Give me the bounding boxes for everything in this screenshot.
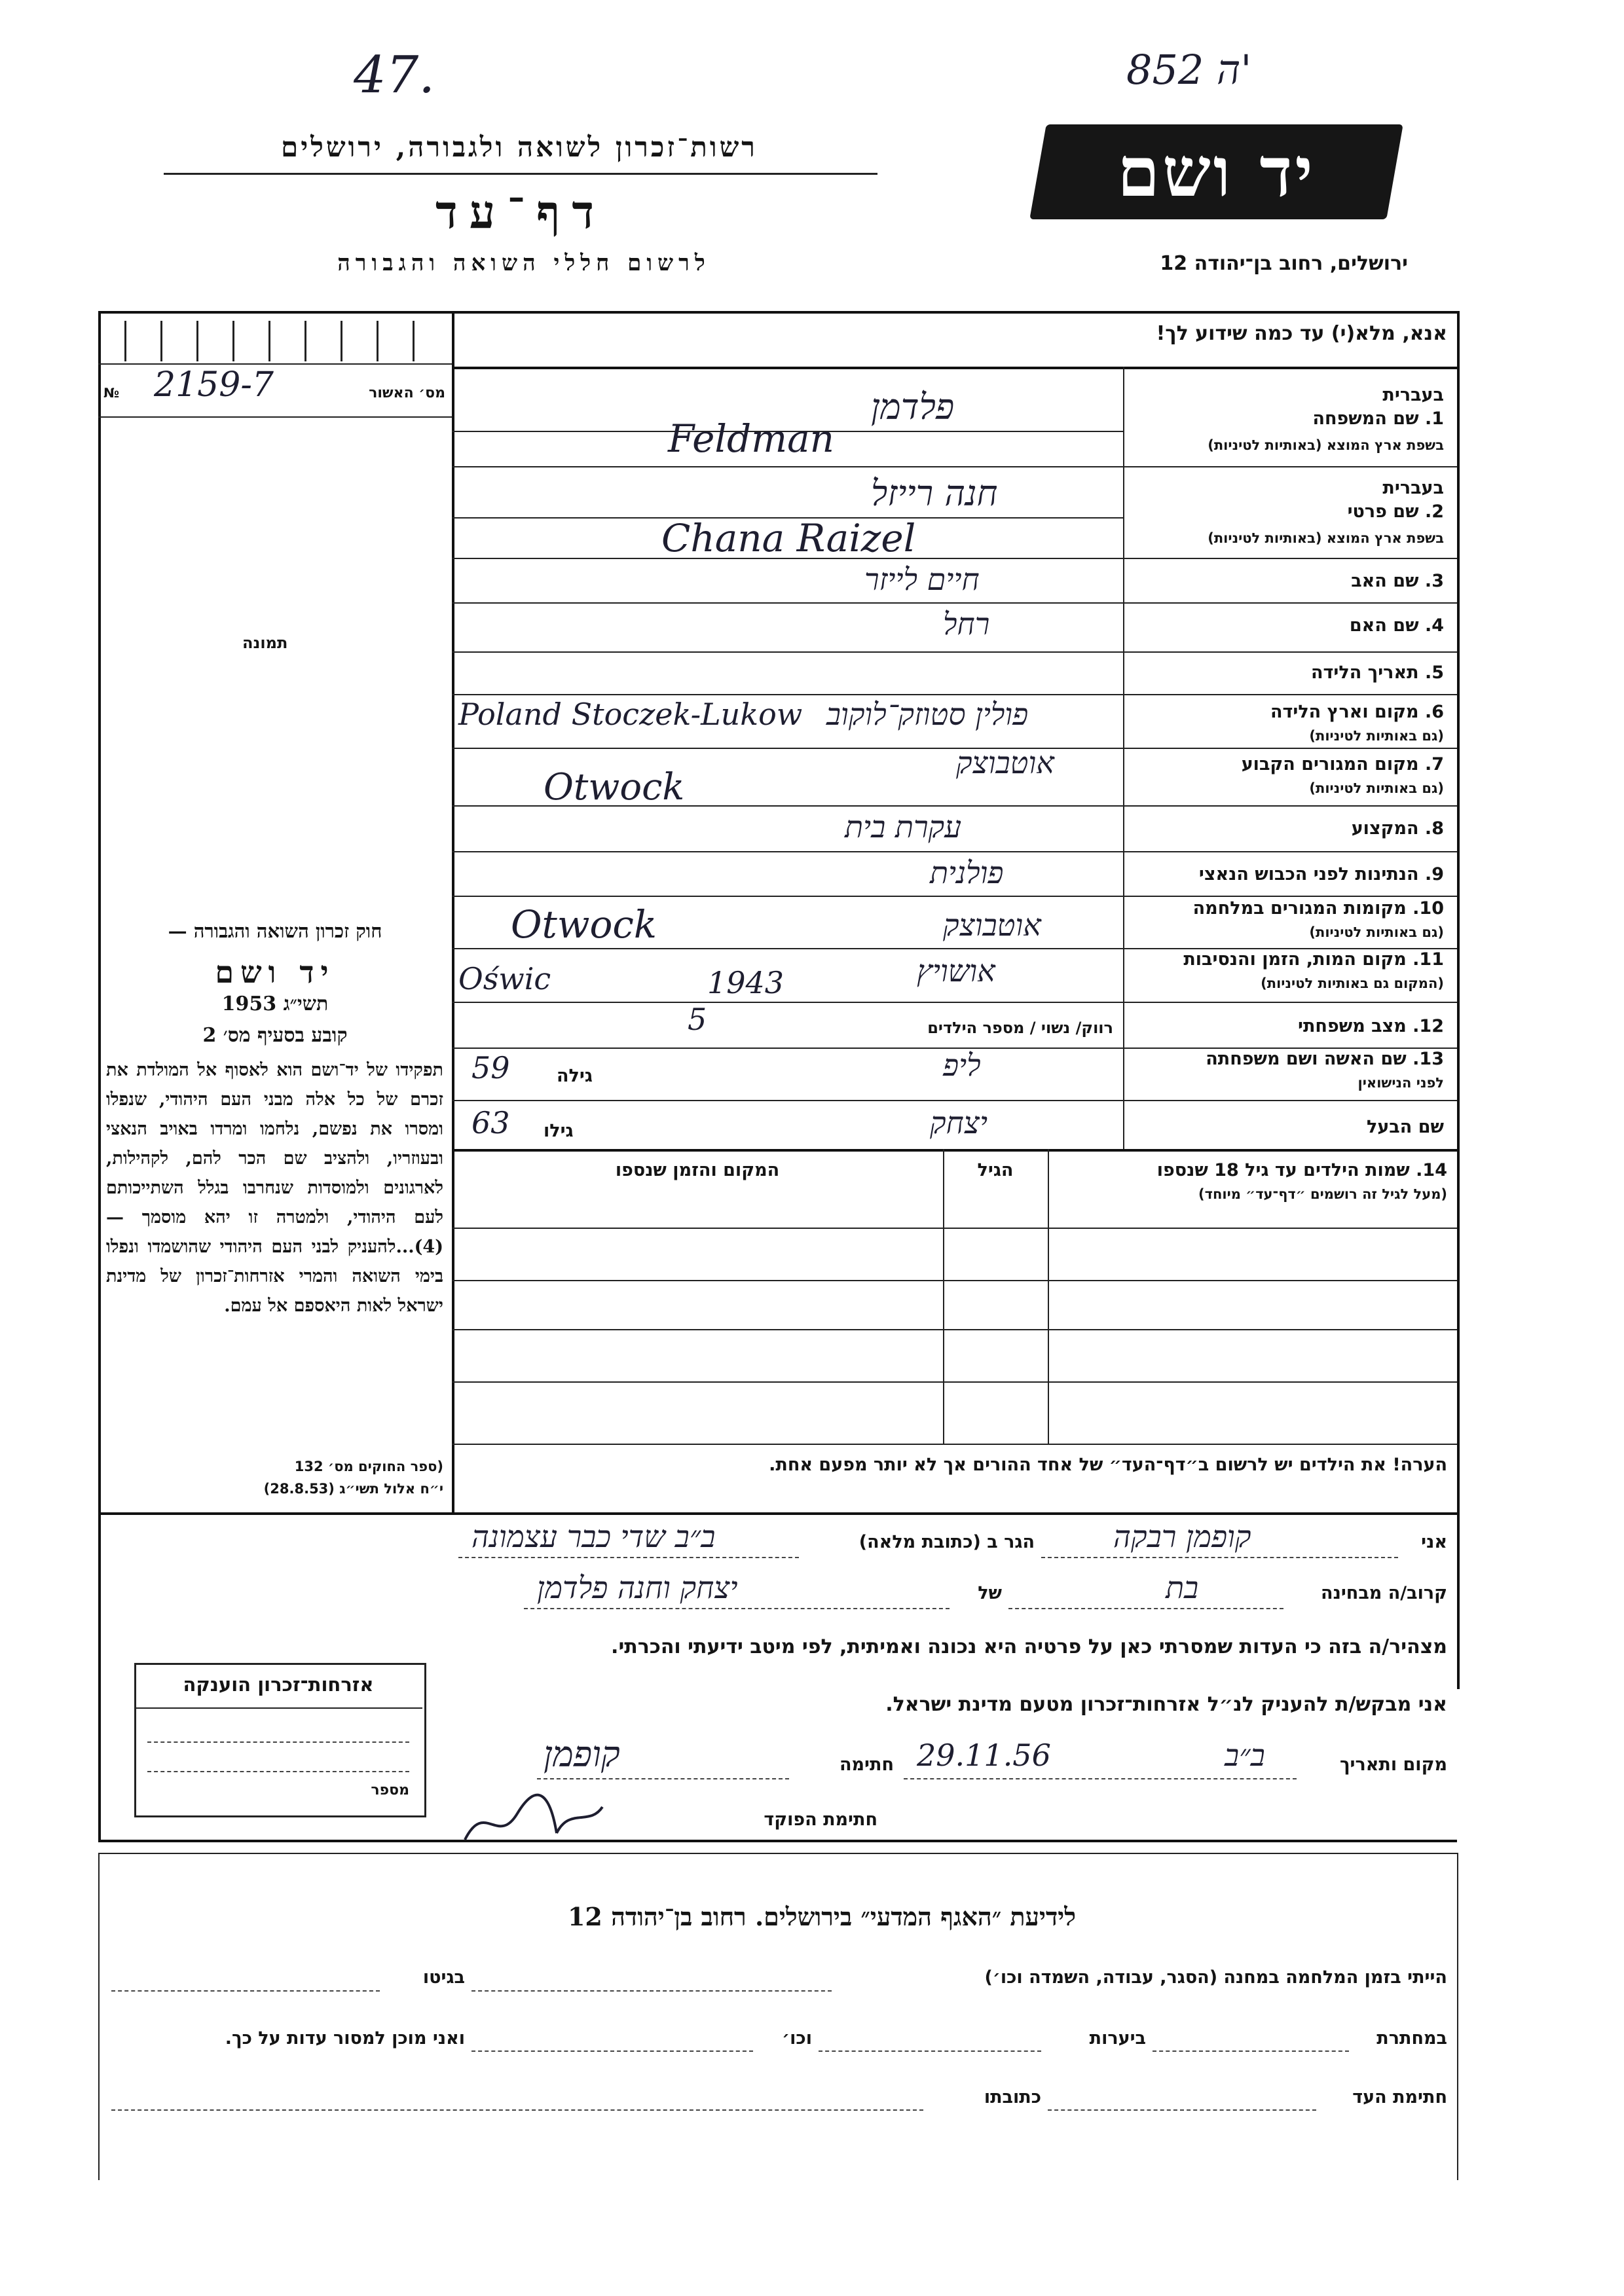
address: ירושלים, רחוב בן־יהודה 12 [1160, 252, 1408, 275]
label-birth-place: 6. מקום וארץ הלידה [1270, 702, 1444, 722]
value-father-name: חיים לייזר [864, 562, 980, 597]
value-nationality: פולנית [930, 855, 1004, 890]
bottom-witness-signature: חתימת העד [1352, 2087, 1447, 2107]
declarant-name: קופמן רבקה [1113, 1519, 1251, 1554]
label-first-name: 2. שם פרטי [1347, 501, 1444, 522]
handwritten-file-number: 852 ‎ה' [1126, 46, 1252, 94]
law-year: 1953 [221, 993, 277, 1015]
law-year-line [105, 993, 445, 1015]
value-wife-age: 59 [471, 1050, 510, 1085]
value-family-name-latin: Feldman [668, 416, 835, 461]
law-clause: קובע בסעיף מס׳ 2 [202, 1024, 348, 1047]
value-mother-name: רחל [943, 606, 990, 642]
value-husband-age: 63 [471, 1105, 510, 1140]
tag-hebrew-1: בעברית [1382, 385, 1444, 405]
value-birth-place-latin: Poland Stoczek-Lukow [458, 697, 803, 732]
label-husband-name: שם הבעל [1366, 1117, 1444, 1137]
label-residence-sub: (גם באותיות לטיניות) [1309, 780, 1444, 796]
officer-signature-label: חתימת הפוקד [764, 1810, 877, 1830]
label-death-place: 11. מקום המות, הזמן והנסיבות [1183, 949, 1444, 970]
label-husband-age: גילו [544, 1121, 574, 1141]
value-war-residence: אוטבוצק [943, 907, 1041, 943]
label-first-name-sub: בשפת ארץ המוצא (באותיות לטיניות) [1208, 530, 1444, 546]
value-death-year: 1943 [707, 965, 784, 1000]
label-birth-place-sub: (גם באותיות לטיניות) [1309, 728, 1444, 744]
bottom-line2-underground: במחתרת [1376, 2028, 1447, 2049]
label-mother-name: 4. שם האם [1349, 615, 1444, 636]
law-text: תפקידו של יד־ושם הוא לאסוף אל המולדת את זכרם של כל אלה מבני העם היהודי, שנפלו ומסרו את נפשם, נלחמו ומרדו באויב הנאצי ובעוזריו, ולהציב שם הכר להם, לקהילות, לארגונים ולמוסדות שנחרבו בגלל השתייכותם לעם היהודי, ולמטרה זו יהא מוסמך — (4)...להעניק לבני העם היהודי שהושמדו ונפלו בימי השואה והמרי אזרחות־זכרון של מדינת ישראל לאות היאספם אל עמם. [106, 1060, 443, 1316]
date-value: 29.11.56 [917, 1738, 1051, 1773]
value-residence: אוטבוצק [956, 745, 1054, 780]
label-war-residence: 10. מקומות המגורים במלחמה [1192, 898, 1444, 919]
value-children-count: 5 [688, 1002, 707, 1037]
value-husband-name: יצחק [930, 1105, 988, 1140]
declaration-statement: מצהיר/ה בזה כי העדות שמסרתי כאן על פרטיה היא נכונה ואמיתית, לפי מיטב ידיעתי והכרתי. [611, 1635, 1447, 1658]
label-birth-date: 5. תאריך הלידה [1310, 663, 1444, 683]
value-first-name: חנה רייזל [871, 473, 998, 514]
approval-number-prefix: № [103, 385, 120, 401]
of-label: של [978, 1583, 1002, 1603]
declarant-label: אני [1421, 1532, 1447, 1552]
form-title: דף־עד [435, 185, 606, 239]
place-value: ב״ב [1225, 1738, 1265, 1773]
label-wife-name: 13. שם האשה ושם משפחתה [1206, 1049, 1444, 1069]
col-child-place: המקום והזמן שנספו [615, 1160, 780, 1180]
citizenship-number-label: מספר [371, 1782, 409, 1798]
marital-status-options: רווק/ נשוי / מספר הילדים [927, 1019, 1113, 1037]
bottom-line2-testimony: ואני מוכן למסור עדות על כך. [225, 2028, 465, 2049]
label-marital-status: 12. מצב משפחתי [1298, 1016, 1444, 1036]
value-wife-name: ליפ [943, 1048, 981, 1083]
bottom-line1-ghetto: בגיטו [422, 1967, 465, 1988]
gazette-reference: (ספר החוקים מס׳ 132 [294, 1459, 443, 1474]
yad-vashem-logo: יד ושם [1029, 124, 1403, 219]
bottom-witness-address: כתובתו [984, 2087, 1041, 2107]
relation-label: קרוב/ה מבחינה [1321, 1583, 1447, 1603]
law-title: חוק זכרון השואה והגבורה — [168, 920, 382, 942]
of-value: יצחק וחנה פלדמן [537, 1570, 738, 1605]
value-death-place-latin: Oświc [458, 961, 551, 996]
law-name: יד ושם [215, 955, 335, 990]
tag-hebrew-2: בעברית [1382, 478, 1444, 498]
value-war-residence-latin: Otwock [511, 902, 657, 947]
label-wife-age: גילה [557, 1066, 593, 1086]
form-instruction: אנא, מלא(י) עד כמה שידוע לך! [1156, 322, 1447, 345]
form-subtitle: לרשום חללי השואה והגבורה [337, 250, 710, 276]
col-child-age: הגיל [977, 1160, 1014, 1180]
label-residence: 7. מקום המגורים הקבוע [1241, 754, 1444, 774]
approval-number-label: מס׳ האשור [369, 385, 445, 401]
children-note: הערה! את הילדים יש לרשום ב״דף־העד״ של אחד ההורים אך לא יותר מפעם אחת. [769, 1455, 1447, 1475]
authority-name: רשות־זכרון לשואה ולגבורה, ירושלים [281, 131, 758, 163]
value-birth-place: פולין סטוזק־לוקוב [826, 697, 1029, 732]
label-family-name: 1. שם המשפחה [1312, 409, 1444, 429]
label-war-residence-sub: (גם באותיות לטיניות) [1309, 924, 1444, 940]
label-family-name-sub: בשפת ארץ המוצא (באותיות לטיניות) [1208, 437, 1444, 453]
label-children: 14. שמות הילדים עד גיל 18 שנספו [1156, 1160, 1447, 1180]
gazette-date: י״ח אלול תשי״ג (28.8.53) [263, 1481, 443, 1497]
label-wife-name-sub: לפני הנישואין [1357, 1075, 1444, 1091]
declaration-request: אני מבקש/ת להעניק לנ״ל אזרחות־זכרון מטעם מדינת ישראל. [885, 1693, 1447, 1716]
resident-label: הגר ב (כתובת מלאה) [858, 1532, 1035, 1552]
bottom-line1-camp: הייתי בזמן המלחמה במחנה (הסגר, עבודה, השמדה וכו׳) [984, 1967, 1447, 1988]
approval-number-value: 2159-7 [154, 365, 274, 405]
label-occupation: 8. המקצוע [1351, 818, 1444, 839]
bottom-line2-etc: וכו׳ [782, 2028, 812, 2049]
handwritten-page-number: 47. [354, 46, 435, 105]
declarant-address: ב״ב שדי כבר עצמונה [471, 1519, 716, 1554]
officer-signature [458, 1787, 609, 1853]
photo-label: תמונה [242, 634, 288, 652]
value-residence-latin: Otwock [544, 766, 685, 809]
birth-place-row [458, 697, 1116, 732]
value-occupation: עקרת בית [845, 809, 962, 845]
label-father-name: 3. שם האב [1351, 571, 1444, 591]
label-death-place-sub: (המקום גם באותיות לטיניות) [1261, 975, 1444, 991]
declarant-signature: קופמן [544, 1734, 620, 1775]
place-date-label: מקום ותאריך [1339, 1755, 1447, 1775]
citizenship-box-title: אזרחות־זכרון הוענקה [183, 1673, 374, 1696]
value-death-place: אושויץ [917, 953, 995, 989]
value-first-name-latin: Chana Raizel [661, 516, 916, 560]
label-nationality: 9. הנתינות לפני הכבוש הנאצי [1198, 864, 1444, 884]
relation-value: בת [1166, 1570, 1199, 1605]
science-dept-title: לידיעת ״האגף המדעי״ בירושלים. רחוב בן־יהודה 12 [567, 1902, 1077, 1931]
value-family-name: פלדמן [871, 386, 955, 428]
label-children-sub: (מעל לגיל זה רושמים ״דף־עד״ מיוחד) [1198, 1186, 1447, 1202]
bottom-line2-forests: ביערות [1089, 2028, 1146, 2049]
law-year-hebrew: תשי״ג [283, 993, 329, 1015]
signature-label: חתימה [839, 1755, 894, 1775]
